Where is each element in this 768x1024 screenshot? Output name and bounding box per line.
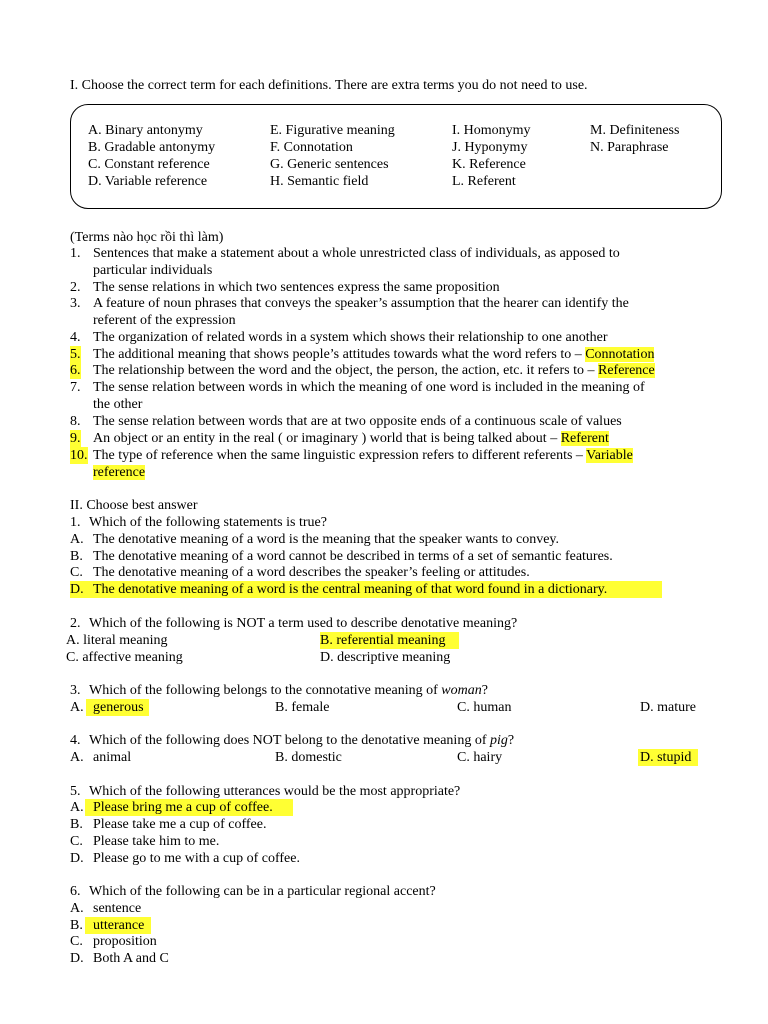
item-number: 7. [70, 380, 81, 395]
option-letter: D. [70, 582, 84, 597]
answer-highlight: Referent [560, 431, 609, 446]
term-d: D. Variable reference [88, 174, 208, 189]
option-text: C. hairy [457, 750, 503, 765]
option-letter: B. [70, 549, 83, 564]
term-c: C. Constant reference [88, 157, 210, 172]
question-text: Which of the following can be in a particular regional accent? [89, 884, 436, 899]
option-letter: A. [70, 750, 84, 765]
option-letter: B. [70, 918, 83, 933]
term-f: F. Connotation [270, 140, 353, 155]
question-body: Which of the following belongs to the connotative meaning of [89, 683, 442, 698]
question-number: 3. [70, 683, 81, 698]
option-letter: D. [70, 951, 84, 966]
option-text: The denotative meaning of a word is the meaning that the speaker wants to convey. [93, 532, 559, 547]
correct-option [85, 799, 293, 816]
option-text: A. literal meaning [66, 633, 168, 648]
question-text: Which of the following is NOT a term used to describe denotative meaning? [89, 616, 518, 631]
question-end: ? [481, 683, 488, 698]
option-text: C. affective meaning [66, 650, 183, 665]
section2-heading: II. Choose best answer [70, 498, 198, 513]
option-text: The denotative meaning of a word is the central meaning of that word found in a dictionary. [93, 582, 608, 597]
question-number: 6. [70, 884, 81, 899]
answer-highlight: Variable [586, 448, 633, 463]
option-letter: A. [70, 532, 84, 547]
item-text: The organization of related words in a system which shows their relationship to one another [93, 330, 608, 345]
option-text: Both A and C [93, 951, 169, 966]
correct-option [86, 699, 149, 716]
correct-option [85, 917, 151, 934]
item-text: A feature of noun phrases that conveys the speaker’s assumption that the hearer can identify the [93, 296, 629, 311]
question-number: 4. [70, 733, 81, 748]
item-number: 2. [70, 280, 81, 295]
option-text: C. human [457, 700, 512, 715]
option-text: D. descriptive meaning [320, 650, 451, 665]
option-text: The denotative meaning of a word cannot be described in terms of a set of semantic features. [93, 549, 613, 564]
item-number: 3. [70, 296, 81, 311]
option-letter: C. [70, 934, 83, 949]
term-k: K. Reference [452, 157, 526, 172]
item-text [93, 346, 654, 363]
option-text: Please take me a cup of coffee. [93, 817, 267, 832]
correct-option: B. referential meaning [320, 632, 459, 649]
item-text: The sense relation between words in which the meaning of one word is included in the meaning of [93, 380, 645, 395]
item-text [93, 430, 609, 447]
item-number-highlighted: 6. [70, 363, 81, 378]
question-text: Which of the following utterances would be the most appropriate? [89, 784, 461, 799]
question-body: Which of the following does NOT belong to the denotative meaning of [89, 733, 490, 748]
option-text: Please take him to me. [93, 834, 220, 849]
answer-highlight: Connotation [585, 347, 655, 362]
terms-box [70, 104, 722, 209]
option-text: The denotative meaning of a word describes the speaker’s feeling or attitudes. [93, 565, 530, 580]
term-j: J. Hyponymy [452, 140, 528, 155]
item-text: The sense relation between words that are at two opposite ends of a continuous scale of values [93, 414, 622, 429]
item-text: particular individuals [93, 263, 213, 278]
term-n: N. Paraphrase [590, 140, 669, 155]
question-text [89, 682, 488, 699]
option-text: sentence [93, 901, 142, 916]
item-text: referent of the expression [93, 313, 236, 328]
item-text [93, 447, 633, 464]
item-text [93, 464, 145, 481]
item-number-highlighted: 5. [70, 347, 81, 362]
item-text [93, 362, 655, 379]
item-text-body: An object or an entity in the real ( or imaginary ) world that is being talked about – [93, 431, 561, 446]
item-number: 4. [70, 330, 81, 345]
option-letter: D. [70, 851, 84, 866]
answer-highlight: reference [93, 465, 146, 480]
question-italic-word: woman [441, 683, 482, 698]
item-text: the other [93, 397, 143, 412]
item-text-body: The type of reference when the same linguistic expression refers to different referents – [93, 448, 587, 463]
item-text: Sentences that make a statement about a whole unrestricted class of individuals, as apposed to [93, 246, 620, 261]
option-letter: C. [70, 565, 83, 580]
term-m: M. Definiteness [590, 123, 680, 138]
option-text: generous [93, 700, 144, 715]
term-h: H. Semantic field [270, 174, 369, 189]
question-number: 5. [70, 784, 81, 799]
item-text-body: The additional meaning that shows people’s attitudes towards what the word refers to – [93, 347, 586, 362]
term-i: I. Homonymy [452, 123, 531, 138]
section1-heading: I. Choose the correct term for each definitions. There are extra terms you do not need to use. [70, 78, 588, 93]
option-text: D. stupid [640, 750, 692, 765]
question-text: Which of the following statements is true? [89, 515, 327, 530]
option-letter: A. [70, 800, 84, 815]
question-italic-word: pig [489, 733, 508, 748]
question-text [89, 732, 514, 749]
option-text: proposition [93, 934, 157, 949]
question-number: 2. [70, 616, 81, 631]
correct-option [70, 581, 662, 598]
option-text: B. female [275, 700, 330, 715]
correct-option [638, 749, 698, 766]
question-number: 1. [70, 515, 81, 530]
option-text: Please bring me a cup of coffee. [93, 800, 273, 815]
option-text: utterance [93, 918, 145, 933]
item-text: The sense relations in which two sentences express the same proposition [93, 280, 500, 295]
option-text: animal [93, 750, 132, 765]
term-b: B. Gradable antonymy [88, 140, 216, 155]
item-number: 8. [70, 414, 81, 429]
term-l: L. Referent [452, 174, 516, 189]
option-letter: C. [70, 834, 83, 849]
term-e: E. Figurative meaning [270, 123, 395, 138]
option-letter: B. [70, 817, 83, 832]
option-text: Please go to me with a cup of coffee. [93, 851, 300, 866]
option-letter: A. [70, 700, 84, 715]
item-text-body: The relationship between the word and the object, the person, the action, etc. it refers to – [93, 363, 598, 378]
question-end: ? [507, 733, 515, 748]
option-text: D. mature [640, 700, 696, 715]
section1-note: (Terms nào học rồi thì làm) [70, 230, 224, 245]
term-g: G. Generic sentences [270, 157, 389, 172]
item-number-highlighted: 10. [70, 448, 88, 463]
item-number: 1. [70, 246, 81, 261]
term-a: A. Binary antonymy [88, 123, 203, 138]
option-letter: A. [70, 901, 84, 916]
option-text: B. domestic [275, 750, 342, 765]
item-number-highlighted: 9. [70, 431, 81, 446]
answer-highlight: Reference [598, 363, 655, 378]
